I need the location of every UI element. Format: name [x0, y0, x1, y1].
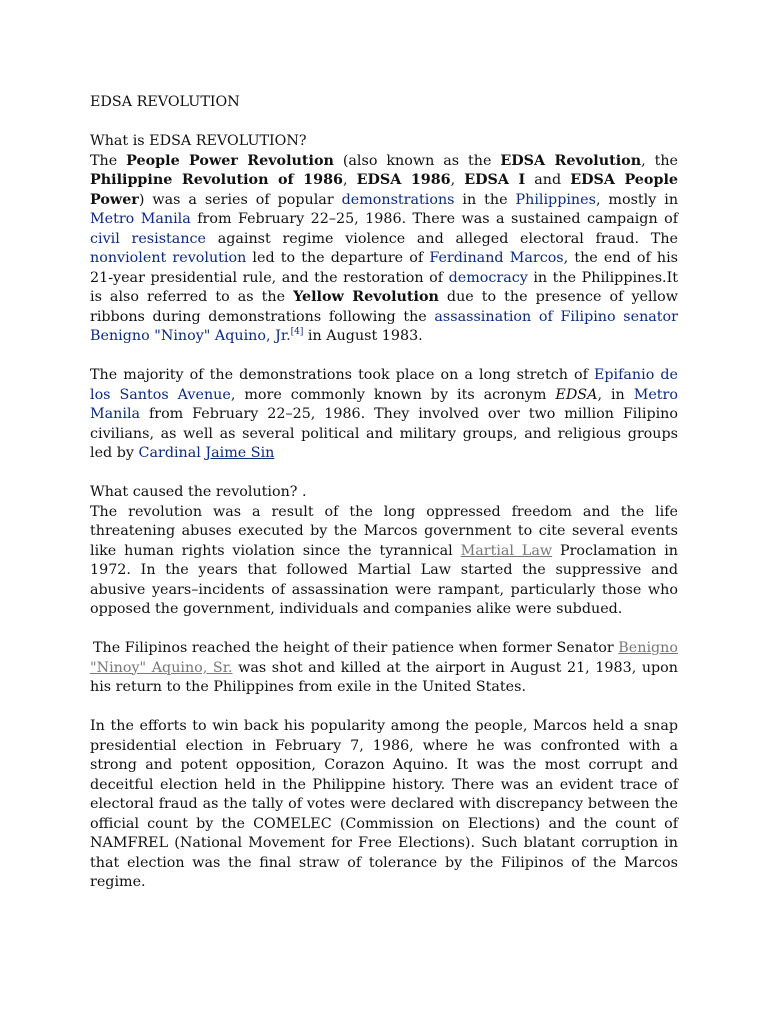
- term-people-power-revolution: People Power Revolution: [126, 152, 334, 169]
- term-edsa-1986: EDSA 1986: [356, 172, 451, 188]
- paragraph-ninoy: The Filipinos reached the height of their patience when former Senator Benigno "Ninoy" Aquino, Sr. was shot and killed at the airport in August 21, 1983, upon his return to the Philippines from exile in the United States.: [90, 640, 678, 695]
- link-cardinal[interactable]: Cardinal: [138, 445, 201, 461]
- link-martial-law[interactable]: Martial Law: [460, 542, 553, 559]
- paragraph-causes: The revolution was a result of the long oppressed freedom and the life threatening abuses executed by the Marcos government to cite several events like human rights violation since the tyrannical Martial Law Proclamation in 1972. In the years that followed Martial Law started the suppressive and abusive years–incidents of assassination were rampant, particularly those who opposed the government, individuals and companies alike were subdued.: [90, 503, 678, 617]
- paragraph-snap-election: In the efforts to win back his popularity among the people, Marcos held a snap presidential election in February 7, 1986, where he was confronted with a strong and potent opposition, Corazon Aquino. It was the most corrupt and deceitful election held in the Philippine history. There was an evident trace of electoral fraud as the tally of votes were declared with discrepancy between the official count by the COMELEC (Commission on Elections) and the count of NAMFREL (National Movement for Free Elections). Such blatant corruption in that election was the final straw of tolerance by the Filipinos of the Marcos regime.: [90, 718, 678, 890]
- link-civil-resistance[interactable]: civil resistance: [90, 230, 206, 247]
- link-metro-manila[interactable]: Metro Manila: [90, 211, 191, 227]
- document-title: EDSA REVOLUTION: [90, 94, 240, 110]
- term-edsa-people-power: EDSA People Power: [90, 172, 678, 208]
- reference-4[interactable]: [4]: [290, 327, 304, 338]
- link-demonstrations[interactable]: demonstrations: [341, 191, 455, 208]
- term-edsa-acronym: EDSA: [555, 386, 598, 403]
- link-benigno-aquino-sr[interactable]: Benigno "Ninoy" Aquino, Sr.: [90, 640, 678, 676]
- link-philippines[interactable]: Philippines: [515, 191, 596, 208]
- link-democracy[interactable]: democracy: [448, 269, 528, 286]
- link-nonviolent-revolution[interactable]: nonviolent revolution: [90, 250, 247, 266]
- link-jaime-sin[interactable]: Jaime Sin: [205, 445, 275, 461]
- link-assassination-ninoy[interactable]: assassination of Filipino senator Benigno "Ninoy" Aquino, Jr.: [90, 308, 678, 344]
- term-yellow-revolution: Yellow Revolution: [293, 289, 439, 305]
- link-metro-manila-2[interactable]: Metro Manila: [90, 386, 678, 422]
- question-what-caused: What caused the revolution? .: [90, 484, 307, 500]
- paragraph-definition: The People Power Revolution (also known as the EDSA Revolution, the Philippine Revolution of 1986, EDSA 1986, EDSA I and EDSA People Power) was a series of popular demonstrations in the Philippines, mostly in Metro Manila from February 22–25, 1986. There was a sustained campaign of civil resistance against regime violence and alleged electoral fraud. The nonviolent revolution led to the departure of Ferdinand Marcos, the end of his 21-year presidential rule, and the restoration of democracy in the Philippines.It is also referred to as the Yellow Revolution due to the presence of yellow ribbons during demonstrations following the assassination of Filipino senator Benigno "Ninoy" Aquino, Jr.[4] in August 1983.: [90, 152, 679, 344]
- link-ferdinand-marcos[interactable]: Ferdinand Marcos: [429, 250, 564, 266]
- paragraph-location: The majority of the demonstrations took place on a long stretch of Epifanio de los Santos Avenue, more commonly known by its acronym EDSA, in Metro Manila from February 22–25, 1986. They involved over two million Filipino civilians, as well as several political and military groups, and religious groups led by Cardinal Jaime Sin: [90, 367, 678, 461]
- term-edsa-i: EDSA I: [464, 172, 526, 188]
- document-body: [90, 93, 678, 893]
- term-edsa-revolution: EDSA Revolution: [500, 152, 642, 169]
- link-epifanio-de-los-santos-avenue[interactable]: Epifanio de los Santos Avenue: [90, 367, 678, 403]
- question-what-is: What is EDSA REVOLUTION?: [90, 133, 307, 149]
- term-philippine-revolution: Philippine Revolution of 1986: [90, 172, 343, 188]
